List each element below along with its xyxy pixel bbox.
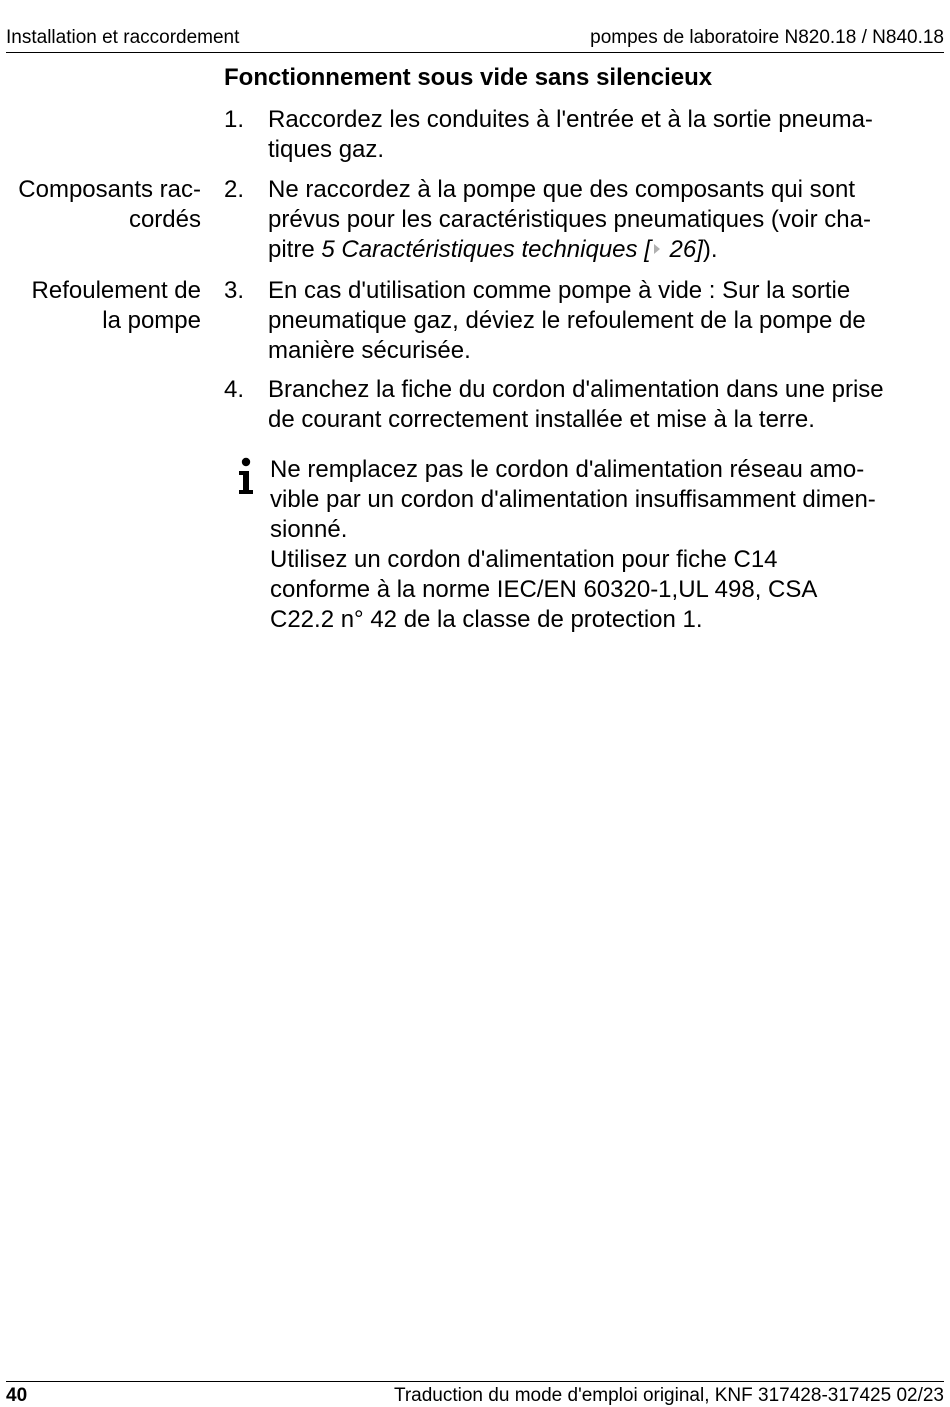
step-2 <box>224 175 924 265</box>
step-number: 2. <box>224 176 245 203</box>
step-1 <box>224 105 924 165</box>
chapter-reference-link[interactable] <box>321 236 703 263</box>
step-line: tiques gaz. <box>268 136 385 163</box>
step-number: 4. <box>224 376 245 403</box>
page-reference-arrow-icon <box>651 239 663 259</box>
note-line: vible par un cordon d'alimentation insuffisamment dimen- <box>270 486 876 513</box>
note-line: C22.2 n° 42 de la classe de protection 1. <box>270 606 703 633</box>
step-3 <box>224 276 924 366</box>
step-number: 3. <box>224 277 245 304</box>
header-section-title: Installation et raccordement <box>6 27 240 48</box>
note-line: Ne remplacez pas le cordon d'alimentation réseau amo- <box>270 456 865 483</box>
step-line-prefix: pitre <box>268 236 322 263</box>
step-line: Raccordez les conduites à l'entrée et à la sortie pneuma- <box>268 106 873 133</box>
step-text <box>268 105 924 165</box>
note-line: conforme à la norme IEC/EN 60320-1,UL 498, CSA <box>270 576 818 603</box>
header-product-title: pompes de laboratoire N820.18 / N840.18 <box>590 27 944 48</box>
step-text <box>268 375 924 435</box>
note-line: sionné. <box>270 516 348 543</box>
info-note-text <box>270 455 928 635</box>
step-line: manière sécurisée. <box>268 337 471 364</box>
info-icon <box>236 457 256 497</box>
chapter-reference-title: 5 Caractéristiques techniques [ <box>321 236 651 263</box>
step-number: 1. <box>224 106 245 133</box>
footer-divider <box>6 1381 944 1382</box>
step-line <box>268 235 924 265</box>
side-label-line: Composants rac- <box>18 176 201 203</box>
side-label-discharge <box>32 276 201 336</box>
info-note <box>228 455 928 635</box>
side-label-components <box>18 175 201 235</box>
step-line: Branchez la fiche du cordon d'alimentation dans une prise <box>268 376 884 403</box>
chapter-reference-page: 26] <box>662 236 703 263</box>
step-text <box>268 175 924 265</box>
section-title: Fonctionnement sous vide sans silencieux <box>224 64 713 91</box>
footer-text: Traduction du mode d'emploi original, KNF 317428-317425 02/23 <box>393 1385 944 1406</box>
step-line: Ne raccordez à la pompe que des composants qui sont <box>268 176 856 203</box>
step-line: prévus pour les caractéristiques pneumatiques (voir cha- <box>268 206 871 233</box>
side-label-line: Refoulement de <box>31 277 201 304</box>
step-line-suffix: ). <box>702 236 718 263</box>
step-line: pneumatique gaz, déviez le refoulement de la pompe de <box>268 307 866 334</box>
step-text <box>268 276 924 366</box>
step-line: En cas d'utilisation comme pompe à vide : Sur la sortie <box>268 277 851 304</box>
step-line: de courant correctement installée et mise à la terre. <box>268 406 815 433</box>
step-4 <box>224 375 924 435</box>
note-line: Utilisez un cordon d'alimentation pour fiche C14 <box>270 546 778 573</box>
header-divider <box>6 52 944 53</box>
side-label-line: cordés <box>128 206 201 233</box>
page-number: 40 <box>6 1385 28 1406</box>
side-label-line: la pompe <box>102 307 201 334</box>
